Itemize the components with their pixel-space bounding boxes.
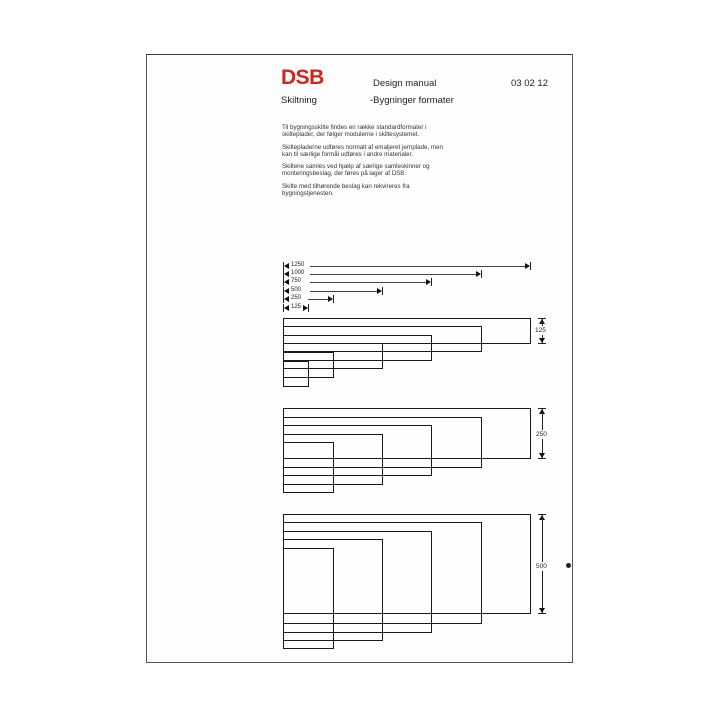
scale-row-1250: 1250 [283,262,533,270]
paragraph: Til bygningsskilte findes en række standardformater i skilteplader, der følger modulerne i skiltesystemet. [282,124,427,139]
page-number: 03 02 12 [511,78,548,89]
scale-row-125: 125 [283,304,311,312]
dsb-logo: DSB [281,66,324,89]
sign-250x250 [283,442,334,493]
paragraph: Skiltene samles ved hjælp af særlige samleskinner og monteringsbeslag, der føres på lager af DSB. [282,163,430,178]
paragraph: Skilte med tilhørende beslag kan rekvireres fra bygningstjenesten. [282,182,410,198]
scale-row-1000: 1000 [283,270,483,278]
sign-250x500 [283,548,334,649]
manual-title: Design manual [373,78,437,89]
margin-dot [566,563,571,568]
scale-row-250: 250 [283,295,335,303]
scale-row-750: 750 [283,278,433,286]
section-title: Skiltning [281,95,317,106]
scale-row-500: 500 [283,287,383,295]
body-text [282,124,452,202]
paragraph: Skiltepladerne udføres normalt af emaljeret jernplade, men kan til særlige formål udføres i andre materialer. [282,143,443,158]
sign-125x125 [283,361,309,387]
subsection-title: -Bygninger formater [370,95,454,106]
